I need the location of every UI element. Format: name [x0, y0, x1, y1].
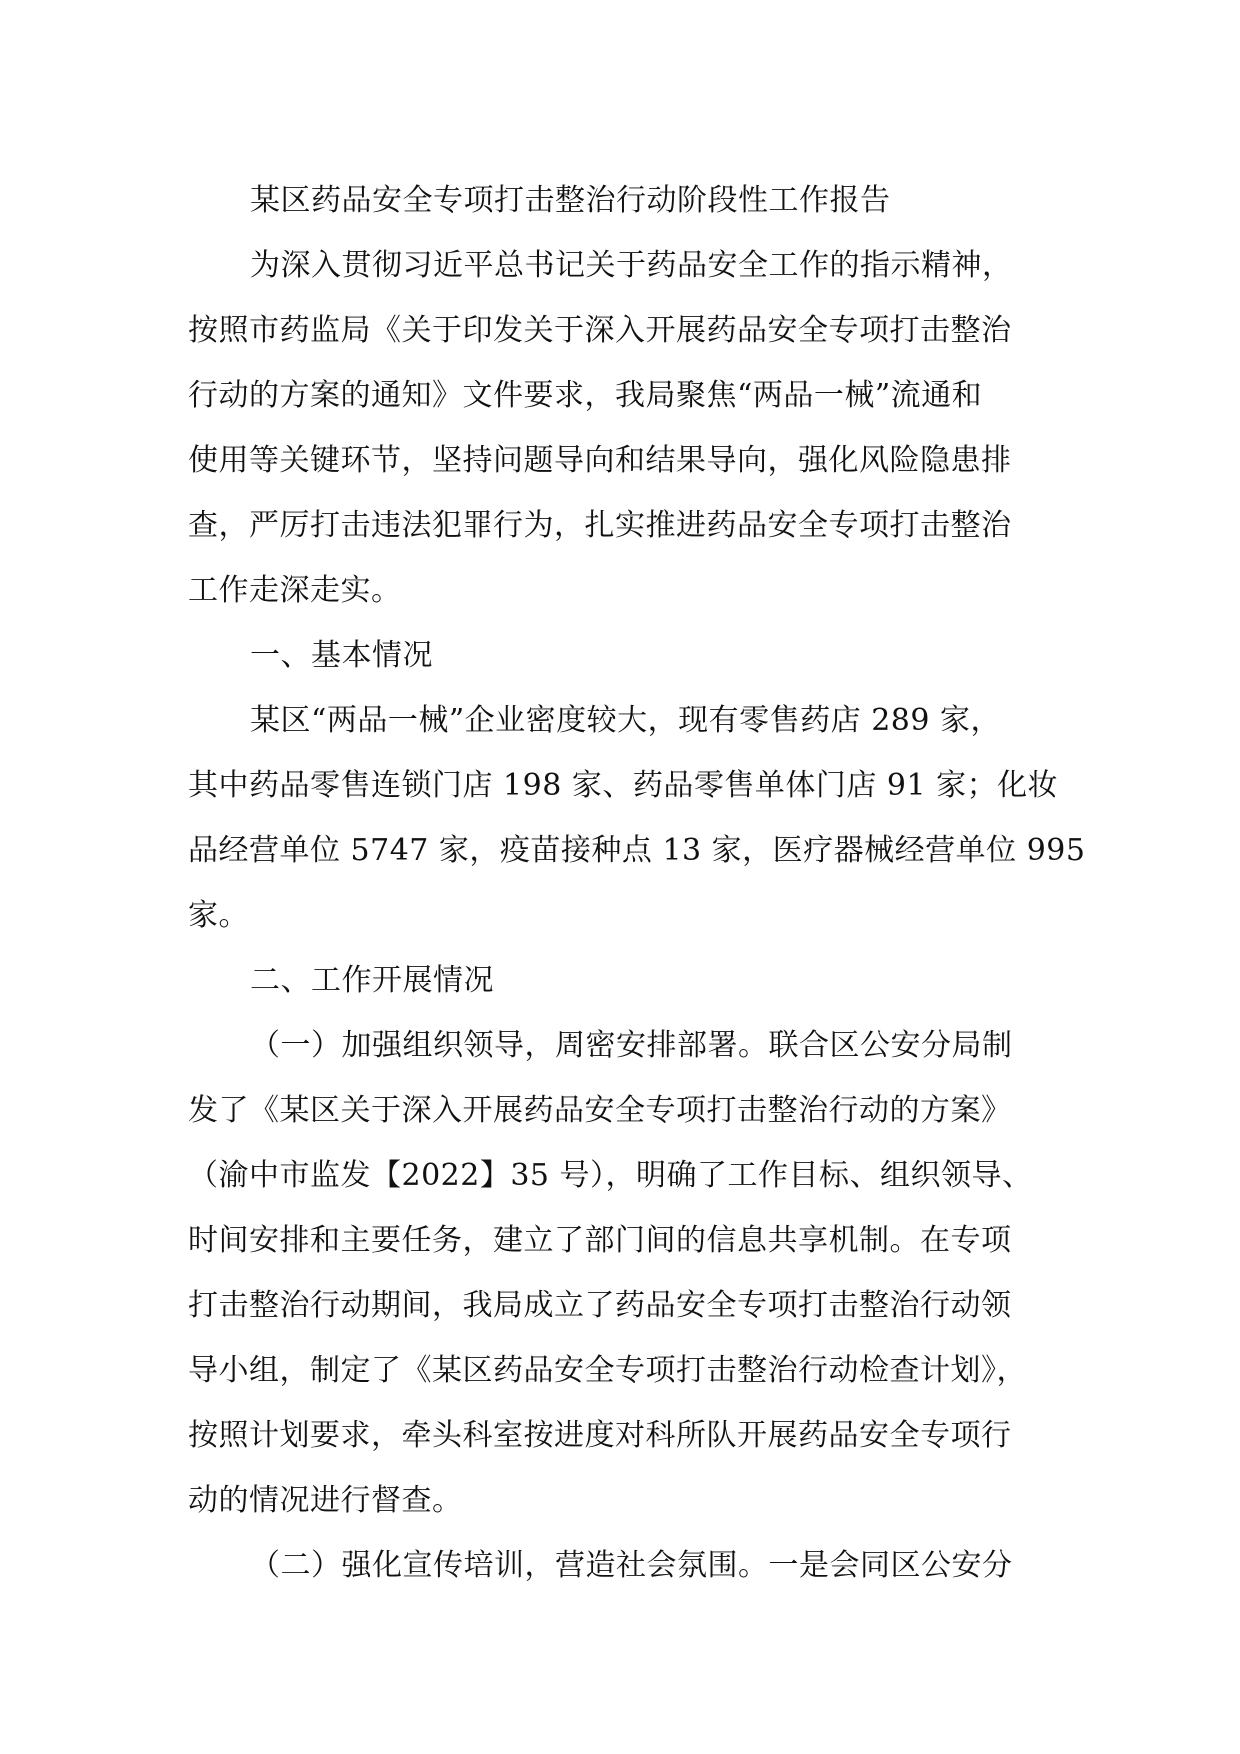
document-page — [188, 168, 1086, 1598]
paragraph-line: （渝中市监发【2022】35 号），明确了工作目标、组织领导、 — [188, 1158, 1033, 1193]
paragraph-line: 行动的方案的通知》文件要求，我局聚焦“两品一械”流通和 — [188, 378, 983, 413]
paragraph-line: 时间安排和主要任务，建立了部门间的信息共享机制。在专项 — [188, 1223, 1012, 1258]
section-heading-basic — [188, 623, 1058, 688]
paragraph-basic-info — [188, 688, 1086, 948]
paragraph-line: 工作走深走实。 — [188, 573, 402, 608]
paragraph-line: （二）强化宣传培训，营造社会氛围。一是会同区公安分 — [250, 1548, 1013, 1583]
paragraph-line: 家。 — [188, 898, 249, 933]
paragraph-line: 动的情况进行督查。 — [188, 1483, 463, 1518]
paragraph-line: 按照计划要求，牵头科室按进度对科所队开展药品安全专项行 — [188, 1418, 1012, 1453]
section-heading: 一、基本情况 — [250, 638, 433, 673]
paragraph-intro — [188, 233, 1058, 623]
paragraph-line: 查，严厉打击违法犯罪行为，扎实推进药品安全专项打击整治 — [188, 508, 1012, 543]
paragraph-line: 某区“两品一械”企业密度较大，现有零售药店 289 家， — [250, 703, 1002, 738]
paragraph-line: 按照市药监局《关于印发关于深入开展药品安全专项打击整治 — [188, 313, 1012, 348]
paragraph-publicity-training — [188, 1533, 1058, 1598]
paragraph-org-leadership — [188, 1013, 1058, 1533]
section-heading-work — [188, 948, 1058, 1013]
paragraph-line: 品经营单位 5747 家，疫苗接种点 13 家，医疗器械经营单位 995 — [188, 833, 1086, 868]
paragraph-line: 使用等关键环节，坚持问题导向和结果导向，强化风险隐患排 — [188, 443, 1012, 478]
section-heading: 二、工作开展情况 — [250, 963, 494, 998]
paragraph-line: 发了《某区关于深入开展药品安全专项打击整治行动的方案》 — [188, 1093, 1012, 1128]
document-title: 某区药品安全专项打击整治行动阶段性工作报告 — [250, 183, 891, 218]
paragraph-line: 其中药品零售连锁门店 198 家、药品零售单体门店 91 家；化妆 — [188, 768, 1059, 803]
paragraph-line: （一）加强组织领导，周密安排部署。联合区公安分局制 — [250, 1028, 1013, 1063]
paragraph-line: 打击整治行动期间，我局成立了药品安全专项打击整治行动领 — [188, 1288, 1012, 1323]
paragraph-line: 导小组，制定了《某区药品安全专项打击整治行动检查计划》， — [188, 1353, 1027, 1388]
paragraph-line: 为深入贯彻习近平总书记关于药品安全工作的指示精神， — [250, 248, 1013, 283]
